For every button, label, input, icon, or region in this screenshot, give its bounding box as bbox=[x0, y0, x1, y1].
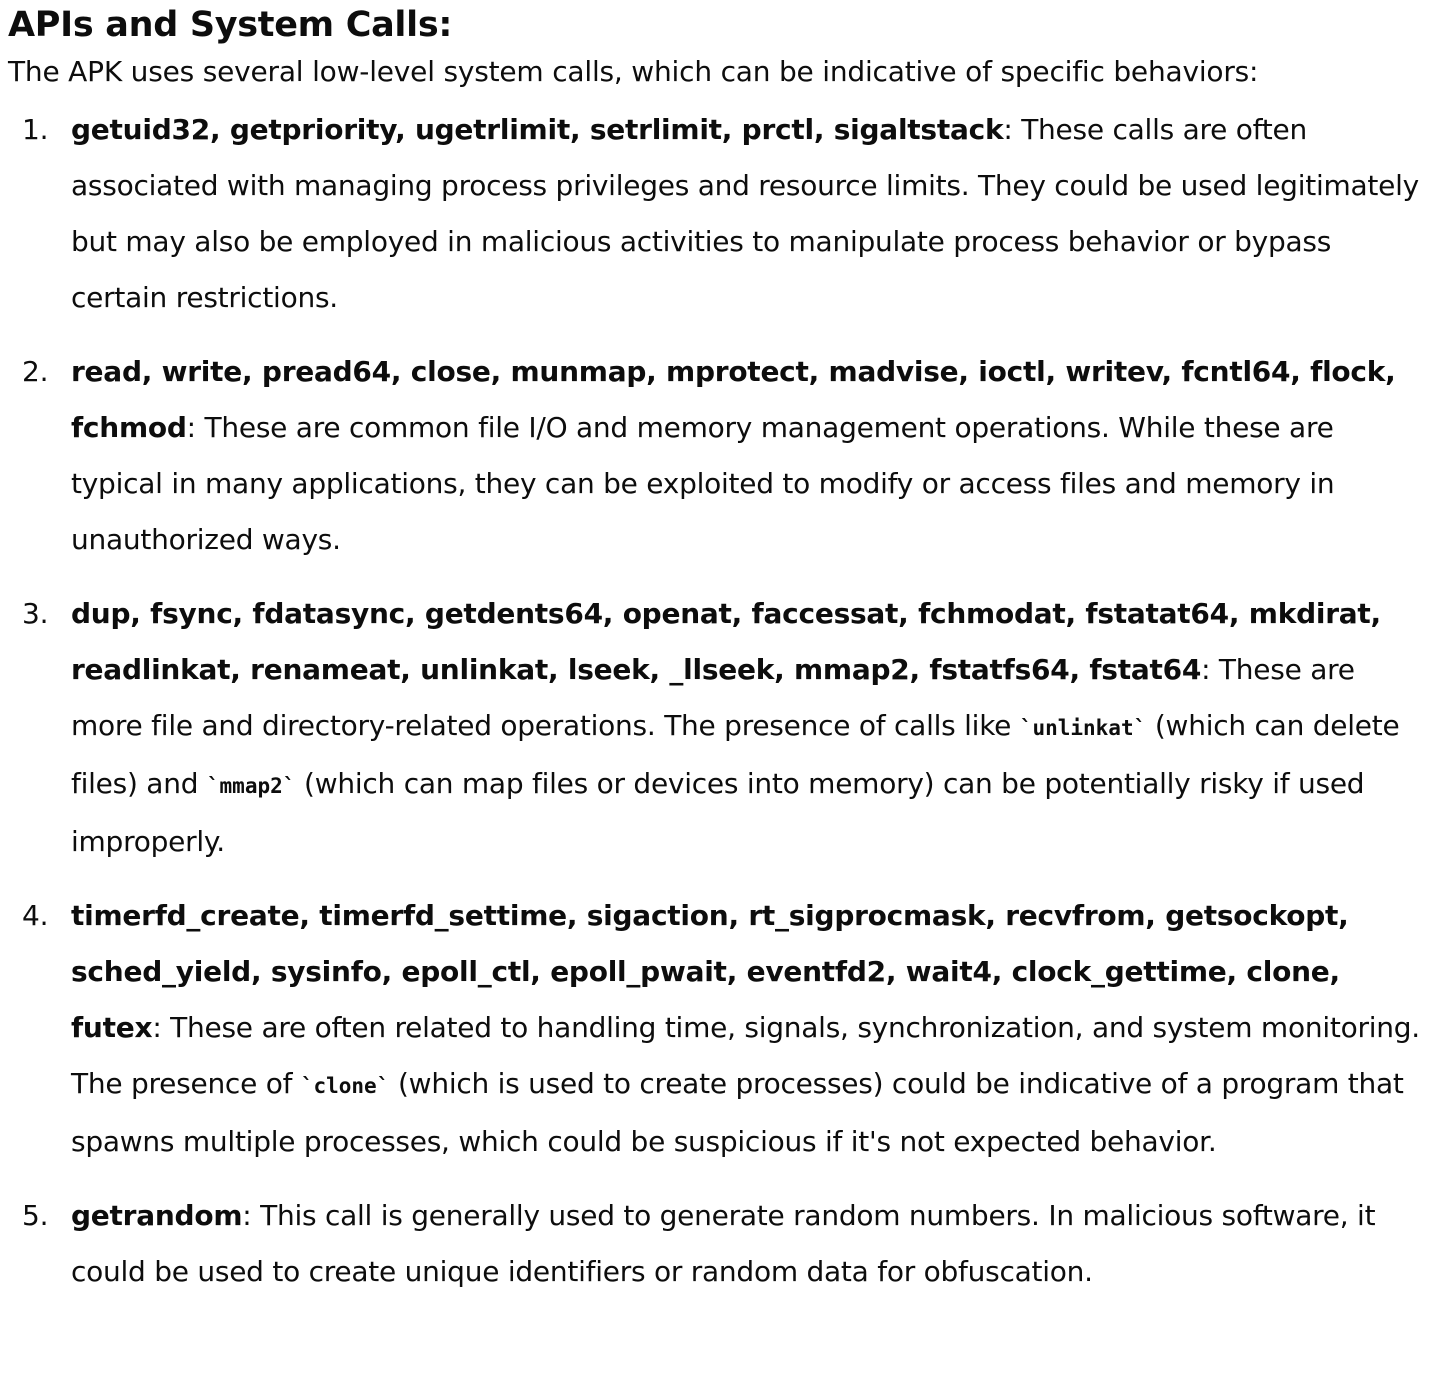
item-description: (which can delete files) and bbox=[71, 709, 1400, 800]
syscall-list bbox=[8, 102, 1432, 1300]
intro-paragraph: The APK uses several low-level system calls, which can be indicative of specific behaviors: bbox=[8, 55, 1259, 88]
syscall-names: read, write, pread64, close, munmap, mprotect, madvise, ioctl, writev, fcntl64, flock, fchmod bbox=[71, 355, 1396, 444]
list-item bbox=[8, 586, 1432, 870]
syscall-names: timerfd_create, timerfd_settime, sigaction, rt_sigprocmask, recvfrom, getsockopt, sched_yield, sysinfo, epoll_ctl, epoll_pwait, eventfd2, wait4, clock_gettime, clone, futex bbox=[71, 899, 1349, 1044]
section-heading: APIs and System Calls: bbox=[8, 5, 453, 45]
inline-code-mmap2: `mmap2` bbox=[206, 774, 296, 798]
list-number: 1. bbox=[22, 113, 49, 146]
list-number: 4. bbox=[22, 899, 49, 932]
item-description: : These are common file I/O and memory management operations. While these are typical in many applications, they can be exploited to modify or access files and memory in unauthorized ways. bbox=[71, 411, 1335, 556]
list-item bbox=[8, 1188, 1432, 1300]
list-number: 2. bbox=[22, 355, 49, 388]
syscall-names: getrandom bbox=[71, 1199, 243, 1232]
syscall-names: getuid32, getpriority, ugetrlimit, setrlimit, prctl, sigaltstack bbox=[71, 113, 1004, 146]
item-description: : These are often related to handling time, signals, synchronization, and system monitoring. The presence of bbox=[71, 1011, 1420, 1100]
item-description: : These are more file and directory-related operations. The presence of calls like bbox=[71, 653, 1355, 742]
list-item bbox=[8, 102, 1432, 326]
list-number: 5. bbox=[22, 1199, 49, 1232]
inline-code-clone: `clone` bbox=[300, 1074, 390, 1098]
syscall-names: dup, fsync, fdatasync, getdents64, openat, faccessat, fchmodat, fstatat64, mkdirat, readlinkat, renameat, unlinkat, lseek, _llseek, mmap2, fstatfs64, fstat64 bbox=[71, 597, 1381, 686]
item-description: (which can map files or devices into memory) can be potentially risky if used improperly. bbox=[71, 767, 1365, 858]
inline-code-unlinkat: `unlinkat` bbox=[1019, 716, 1147, 740]
item-description: : These calls are often associated with managing process privileges and resource limits. They could be used legitimately but may also be employed in malicious activities to manipulate process behavior or bypass certain restrictions. bbox=[71, 113, 1419, 314]
list-number: 3. bbox=[22, 597, 49, 630]
item-description: (which is used to create processes) could be indicative of a program that spawns multiple processes, which could be suspicious if it's not expected behavior. bbox=[71, 1067, 1404, 1158]
list-item bbox=[8, 888, 1432, 1170]
item-description: : This call is generally used to generate random numbers. In malicious software, it could be used to create unique identifiers or random data for obfuscation. bbox=[71, 1199, 1376, 1288]
list-item bbox=[8, 344, 1432, 568]
